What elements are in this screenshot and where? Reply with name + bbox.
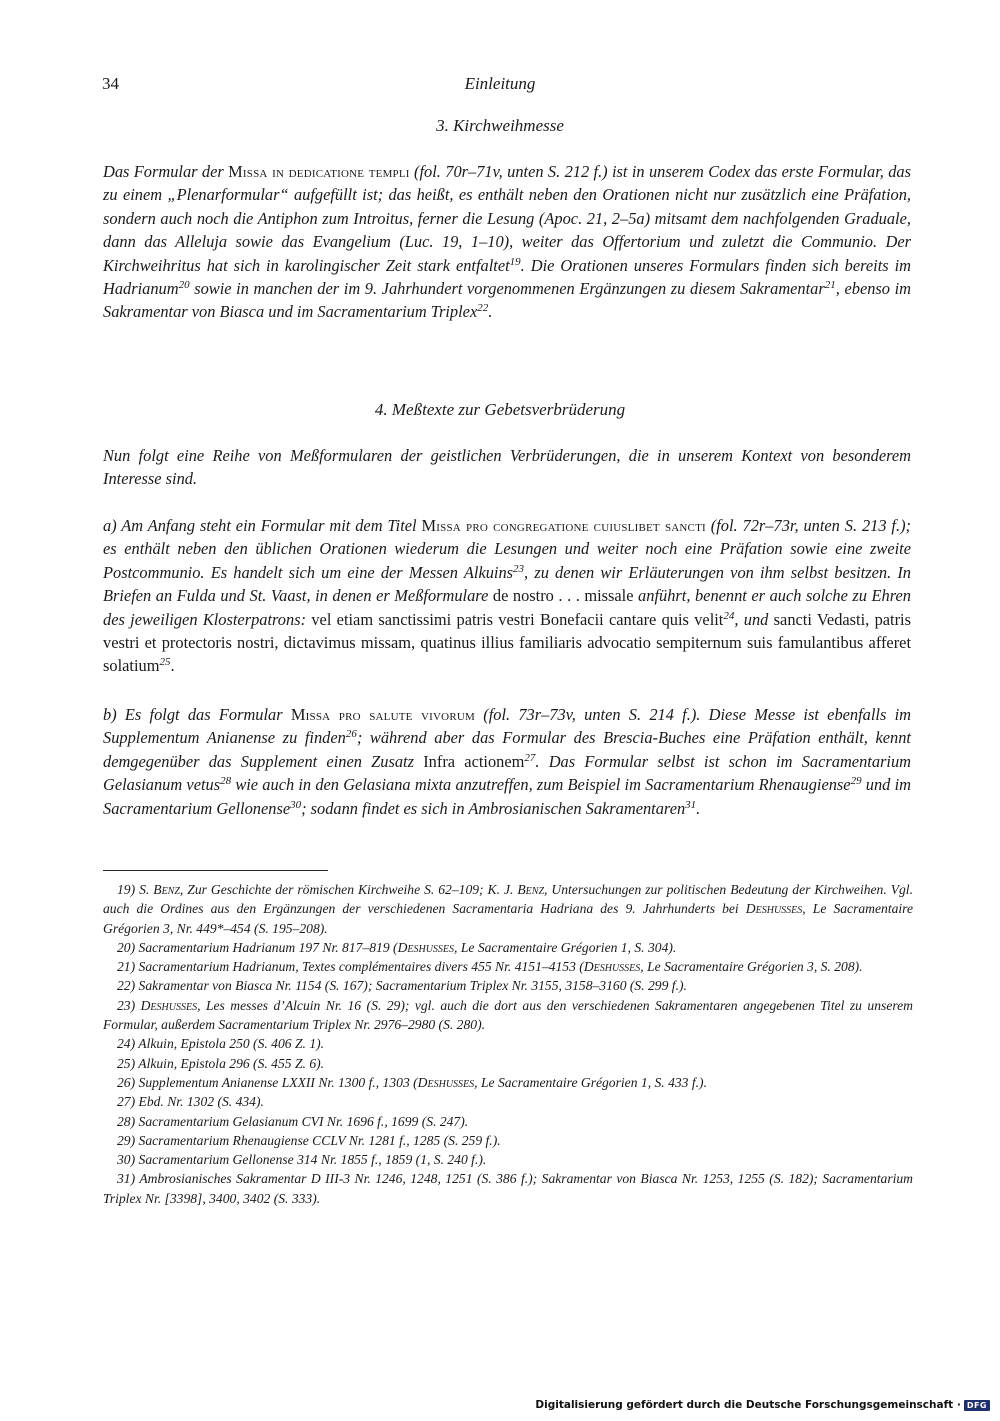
small-caps-title: Deshusses bbox=[397, 939, 455, 955]
footnote bbox=[103, 976, 913, 995]
text-run: 19) S. bbox=[117, 882, 154, 897]
footer-text: Digitalisierung gefördert durch die Deutsche Forschungsgemeinschaft · bbox=[535, 1399, 961, 1411]
text-run: , Les messes d’Alcuin Nr. 16 (S. 29); vgl. auch die dort aus den verschiedenen Sakramentaren angegebenen Titel zu unserem Formular, außerdem Sacramentarium Triplex Nr. 2976–2980 (S. 280). bbox=[103, 997, 913, 1033]
text-run: ; während aber das Formular des Brescia-Buches eine Präfation enthält, kennt demgegenüber das Supplement einen Zusatz bbox=[103, 728, 911, 771]
footnote bbox=[103, 957, 913, 976]
footnote bbox=[103, 996, 913, 1035]
text-run: , Untersuchungen zur politischen Bedeutung der Kirchweihen. Vgl. auch die Ordines aus den Ergänzungen der verschiedenen Sacramentaria Hadriana des 9. Jahrhunderts bei bbox=[103, 882, 913, 917]
footnote-ref: 21 bbox=[824, 279, 836, 292]
small-caps-title: Missa pro congregatione cuiuslibet sancti bbox=[421, 516, 706, 535]
latin-quote: vel etiam sanctissimi patris vestri Bonefacii cantare quis velit bbox=[311, 609, 724, 629]
latin-quote: sancti Vedasti, patris vestri et protectoris nostri, dictavimus missam, quatinus illius familiaris advocatio sempiternum suis famulantibus afferet solatium bbox=[103, 609, 911, 676]
text-run: ; sodann findet es sich in Ambrosianischen Sakramentaren bbox=[301, 798, 686, 818]
latin-quote: Infra actionem bbox=[423, 751, 525, 771]
text-run: Nun folgt eine Reihe von Meßformularen der geistlichen Verbrüderungen, die in unserem Kontext von besonderem Interesse sind. bbox=[103, 446, 911, 489]
text-run: , und bbox=[734, 609, 774, 629]
footnote-ref: 23 bbox=[513, 562, 525, 575]
text-run: , Le Sacramentaire Grégorien 3, Nr. 449*–454 (S. 195–208). bbox=[103, 901, 913, 936]
small-caps-title: Missa pro salute vivorum bbox=[290, 705, 475, 724]
paragraph-a bbox=[103, 514, 911, 678]
footnote-ref: 24 bbox=[723, 609, 735, 622]
text-run: , Le Sacramentaire Grégorien 3, S. 208). bbox=[640, 959, 863, 975]
text-run: 28) Sacramentarium Gelasianum CVI Nr. 1696 f., 1699 (S. 247). bbox=[117, 1113, 469, 1129]
text-run: . bbox=[488, 302, 493, 322]
footnote-divider bbox=[103, 870, 328, 871]
footnote bbox=[103, 1054, 913, 1073]
footnote bbox=[103, 1150, 913, 1169]
text-run: (fol. 70r–71v, unten S. 212 f.) ist in unserem Codex das erste Formular, das zu einem „Plenarformular“ aufgefüllt ist; das heißt, es enthält neben den Orationen nicht nur zusätzlich eine Präfation, sondern auch noch die Antiphon zum Introitus, ferner die Lesung (Apoc. 21, 2–5a) mitsamt dem nachfolgenden Graduale, dann das Alleluja sowie das Evangelium (Luc. 19, 1–10), weiter das Offertorium und zuletzt die Communio. Der Kirchweihritus hat sich in karolingischer Zeit stark entfaltet bbox=[103, 162, 911, 275]
text-run: . Das Formular selbst ist schon im Sacramentarium Gelasianum vetus bbox=[103, 751, 911, 795]
footnote-ref: 31 bbox=[685, 798, 697, 811]
text-run: 25) Alkuin, Epistola 296 (S. 455 Z. 6). bbox=[117, 1055, 325, 1071]
text-run: 26) Supplementum Anianense LXXII Nr. 1300 f., 1303 ( bbox=[117, 1074, 418, 1090]
footnote bbox=[103, 1073, 913, 1092]
text-run: b) Es folgt das Formular bbox=[103, 705, 291, 724]
small-caps-title: Deshusses bbox=[745, 901, 803, 917]
text-run: sowie in manchen der im 9. Jahrhundert vorgenommenen Ergänzungen zu diesem Sakramentar bbox=[189, 279, 825, 299]
text-run: , Zur Geschichte der römischen Kirchweihe S. 62–109; K. J. bbox=[179, 882, 518, 897]
text-run: wie auch in den Gelasiana mixta anzutreffen, zum Beispiel im Sacramentarium Rhenaugiense bbox=[231, 775, 851, 795]
footnote bbox=[103, 880, 913, 938]
footnote-ref: 28 bbox=[220, 775, 232, 788]
footnote bbox=[103, 1112, 913, 1131]
section-heading-kirchweihmesse: 3. Kirchweihmesse bbox=[436, 116, 564, 135]
text-run: 30) Sacramentarium Gellonense 314 Nr. 1855 f., 1859 (1, S. 240 f.). bbox=[117, 1152, 487, 1168]
footnote-ref: 20 bbox=[178, 279, 190, 292]
text-run: (fol. 73r–73v, unten S. 214 f.). Diese Messe ist ebenfalls im Supplementum Anianense zu finden bbox=[103, 705, 911, 748]
small-caps-title: Deshusses bbox=[417, 1074, 475, 1090]
footnote bbox=[103, 1034, 913, 1053]
footnotes bbox=[103, 880, 913, 1208]
small-caps-title: Missa in dedicatione templi bbox=[228, 162, 410, 181]
footnote bbox=[103, 938, 913, 957]
footnote-ref: 29 bbox=[850, 775, 862, 788]
text-run: Das Formular der bbox=[103, 162, 229, 181]
text-run: . Die Orationen unseres Formulars finden sich bereits im Hadrianum bbox=[103, 255, 911, 299]
footnote-ref: 26 bbox=[345, 728, 357, 741]
text-run: , Le Sacramentaire Grégorien 1, S. 304). bbox=[454, 939, 677, 955]
section-heading-gebetsverbruederung: 4. Meßtexte zur Gebetsverbrüderung bbox=[374, 400, 626, 419]
text-run: 31) Ambrosianisches Sakramentar D III-3 Nr. 1246, 1248, 1251 (S. 386 f.); Sakramentar von Biasca Nr. 1253, 1255 (S. 182); Sacramentarium Triplex Nr. [3398], 3400, 3402 (S. 333). bbox=[103, 1171, 913, 1206]
paragraph-kirchweihmesse bbox=[103, 160, 911, 324]
footnote-ref: 22 bbox=[477, 302, 489, 315]
text-run: 23) bbox=[117, 997, 141, 1013]
small-caps-title: Deshusses bbox=[583, 959, 641, 975]
text-run: und im Sacramentarium Gellonense bbox=[103, 775, 911, 818]
text-run: 24) Alkuin, Epistola 250 (S. 406 Z. 1). bbox=[117, 1036, 325, 1052]
footnote bbox=[103, 1169, 913, 1208]
paragraph-b bbox=[103, 703, 911, 820]
text-run: (fol. 72r–73r, unten S. 213 f.); es enthält neben den üblichen Orationen wiederum die Lesungen und weiter noch eine Präfation sowie eine zweite Postcommunio. Es handelt sich um eine der Messen Alkuins bbox=[103, 516, 912, 582]
footer-credit bbox=[535, 1399, 990, 1411]
paragraph-intro bbox=[103, 444, 911, 491]
dfg-logo-icon: DFG bbox=[964, 1400, 990, 1411]
text-run: 27) Ebd. Nr. 1302 (S. 434). bbox=[117, 1094, 264, 1110]
running-title: Einleitung bbox=[464, 74, 536, 93]
footnote-ref: 30 bbox=[290, 798, 302, 811]
text-run: , ebenso im Sakramentar von Biasca und im Sacramentarium Triplex bbox=[103, 279, 911, 322]
page-number: 34 bbox=[102, 74, 119, 93]
small-caps-title: Benz bbox=[153, 882, 180, 897]
text-run: , Le Sacramentaire Grégorien 1, S. 433 f.). bbox=[474, 1074, 707, 1090]
latin-quote: . bbox=[170, 656, 175, 676]
small-caps-title: Deshusses bbox=[140, 997, 198, 1013]
small-caps-title: Benz bbox=[517, 882, 545, 897]
footnote-ref: 27 bbox=[524, 751, 536, 764]
footnote-ref: 19 bbox=[509, 255, 521, 268]
text-run: 22) Sakramentar von Biasca Nr. 1154 (S. 167); Sacramentarium Triplex Nr. 3155, 3158–3160 (S. 299 f.). bbox=[117, 978, 687, 994]
footnote bbox=[103, 1131, 913, 1150]
text-run: a) Am Anfang steht ein Formular mit dem Titel bbox=[103, 516, 422, 535]
text-run: 20) Sacramentarium Hadrianum 197 Nr. 817–819 ( bbox=[117, 939, 398, 955]
text-run: anführt, benennt er auch solche zu Ehren des jeweiligen Klosterpatrons: bbox=[103, 586, 911, 629]
text-run: 29) Sacramentarium Rhenaugiense CCLV Nr. 1281 f., 1285 (S. 259 f.). bbox=[117, 1132, 501, 1148]
footnote-ref: 25 bbox=[159, 656, 171, 669]
latin-quote: de nostro . . . missale bbox=[492, 586, 634, 606]
footnote bbox=[103, 1092, 913, 1111]
text-run: . bbox=[696, 798, 701, 818]
text-run: 21) Sacramentarium Hadrianum, Textes complémentaires divers 455 Nr. 4151–4153 ( bbox=[117, 959, 584, 975]
text-run: , zu denen wir Erläuterungen von ihm selbst besitzen. In Briefen an Fulda und St. Vaast, in denen er Meßformulare bbox=[103, 562, 911, 606]
